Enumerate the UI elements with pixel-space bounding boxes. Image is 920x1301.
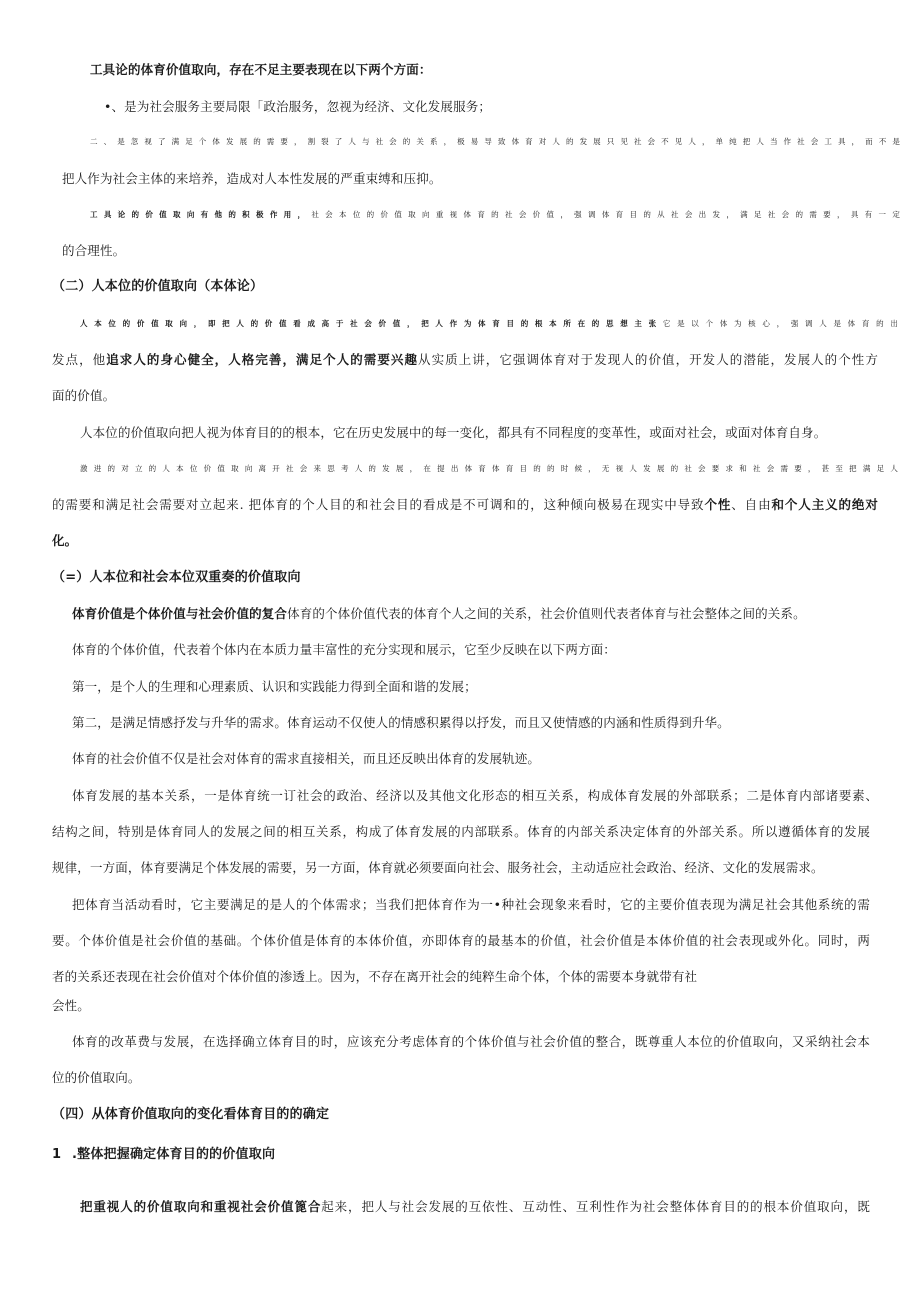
intro-line: 工具论的体育价值取向，存在不足主要表现在以下两个方面： — [90, 62, 432, 77]
s2-p1-line-2 — [52, 351, 878, 369]
s3-p1 — [72, 605, 806, 623]
s2-p1-l2-a: 发点，他 — [52, 352, 107, 367]
s3-p1-bold: 体育价值是个体价值与社会价值的复合 — [72, 606, 288, 621]
s2-p1-rest: 它是以个体为核心，强调人是体育的出 — [662, 319, 898, 328]
subsection-number: 1 — [52, 1147, 62, 1162]
s2-p2: 人本位的价值取向把人视为体育目的的根本，它在历史发展中的每一变化，都具有不同程度的变革性，或面对社会，或面对体育自身。 — [80, 425, 827, 440]
s3-p8-line-2: 位的价值取向。 — [52, 1070, 141, 1085]
s3-p5: 体育的社会价值不仅是社会对体育的需求直接相关，而且还反映出体育的发展轨迹。 — [72, 751, 541, 766]
s2-p1-line-1 — [80, 315, 898, 333]
s2-p1-bold: 人本位的价值取向，即把人的价值看成高于社会价值，把人作为体育目的根本所在的思想主张 — [80, 319, 663, 328]
section-heading-4: （四）从体育价值取向的变化看体育目的的确定 — [52, 1107, 330, 1122]
s3-p7-line-2: 要。个体价值是社会价值的基础。个体价值是体育的本体价值，亦即体育的最基本的价值，社会价值是本体价值的社会表现或外化。同时，两 — [52, 933, 870, 948]
s2-p3-l2-a: 的需要和满足社会需要对立起来. 把体育的个人目的和社会目的看成是不可调和的，这种倾向极易在现实中导致 — [52, 497, 705, 512]
positive-line-1 — [90, 206, 900, 224]
s3-p7-line-3: 者的关系还表现在社会价值对个体价值的渗透上。因为，不存在离开社会的纯粹生命个体，个体的需要本身就带有社 — [52, 969, 698, 984]
s3-p3: 第一，是个人的生理和心理素质、认识和实践能力得到全面和谐的发展； — [72, 679, 477, 694]
s2-p3-l2-b2: 和个人主义的绝对 — [771, 497, 878, 512]
s3-p8-line-1: 体育的改革费与发展，在选择确立体育目的时，应该充分考虑体育的个体价值与社会价值的整合，既尊重人本位的价值取向，又采纳社会本 — [72, 1034, 870, 1049]
s2-p3-line-2 — [52, 496, 878, 514]
s2-p3-line-1: 激进的对立的人本位价值取向离开社会来思考人的发展，在提出体育体育目的的时候，无视人发展的社会要求和社会需要，甚至把满足人 — [80, 464, 898, 473]
s2-p3-l2-c: 、自由 — [731, 497, 772, 512]
s3-p7-line-4: 会性。 — [52, 998, 90, 1013]
positive-line-2: 的合理性。 — [62, 243, 126, 258]
s4-p1-line-1 — [80, 1198, 870, 1216]
positive-bold: 工具论的价值取向有他的积极作用， — [90, 210, 312, 219]
subsection-heading: .整体把握确定体育目的的价值取向 — [72, 1147, 276, 1162]
point-two-line-2: 把人作为社会主体的来培养，造成对人本性发展的严重束缚和压抑。 — [62, 171, 442, 186]
point-two-line-1: 二、是忽视了满足个体发展的需要，割裂了人与社会的关系，极易导致体育对人的发展只见社会不见人，单纯把人当作社会工具，而不是 — [90, 137, 900, 146]
positive-rest: 社会本位的价值取向重视体育的社会价值，强调体育目的从社会出发，满足社会的需要，具有一定 — [311, 210, 900, 219]
point-one: •、是为社会服务主要局限「政治服务，忽视为经济、文化发展服务； — [104, 99, 492, 114]
s3-p6-line-1: 体育发展的基本关系，一是体育统一订社会的政治、经济以及其他文化形态的相互关系，构成体育发展的外部联系；二是体育内部诸要素、 — [72, 788, 878, 803]
s3-p6-line-2: 结构之间，特别是体育同人的发展之间的相互关系，构成了体育发展的内部联系。体育的内部关系决定体育的外部关系。所以遵循体育的发展 — [52, 824, 870, 839]
section-heading-2: （二）人本位的价值取向（本体论） — [52, 279, 264, 294]
s3-p2: 体育的个体价值，代表着个体内在本质力量丰富性的充分实现和展示，它至少反映在以下两方面： — [72, 642, 616, 657]
s2-p1-line-3: 面的价值。 — [52, 388, 116, 403]
s3-p6-line-3: 规律，一方面，体育要满足个体发展的需要，另一方面，体育就必须要面向社会、服务社会，主动适应社会政治、经济、文化的发展需求。 — [52, 860, 824, 875]
s4-p1-rest: 起来，把人与社会发展的互依性、互动性、互利性作为社会整体体育目的的根本价值取向，既 — [321, 1199, 870, 1214]
s4-p1-bold: 把重视人的价值取向和重视社会价值篦合 — [80, 1199, 322, 1214]
s2-p3-line-3: 化。 — [52, 533, 78, 548]
s3-p7-line-1: 把体育当活动看时，它主要满足的是人的个体需求；当我们把体育作为一•种社会现象来看时，它的主要价值表现为满足社会其他系统的需 — [72, 897, 870, 912]
s2-p1-l2-bold: 追求人的身心健全，人格完善，满足个人的需要兴趣 — [106, 352, 419, 367]
section-heading-3: （=）人本位和社会本位双重奏的价值取向 — [52, 570, 301, 585]
s2-p1-l2-rest: 从实质上讲，它强调体育对于发现人的价值，开发人的潜能，发展人的个性方 — [418, 352, 878, 367]
s2-p3-l2-b1: 个性 — [704, 497, 732, 512]
s3-p1-rest: 体育的个体价值代表的体育个人之间的关系，社会价值则代表者体育与社会整体之间的关系。 — [287, 606, 806, 621]
s3-p4: 第二，是满足情感抒发与升华的需求。体育运动不仅使人的情感积累得以抒发，而且又使情感的内涵和性质得到升华。 — [72, 715, 730, 730]
